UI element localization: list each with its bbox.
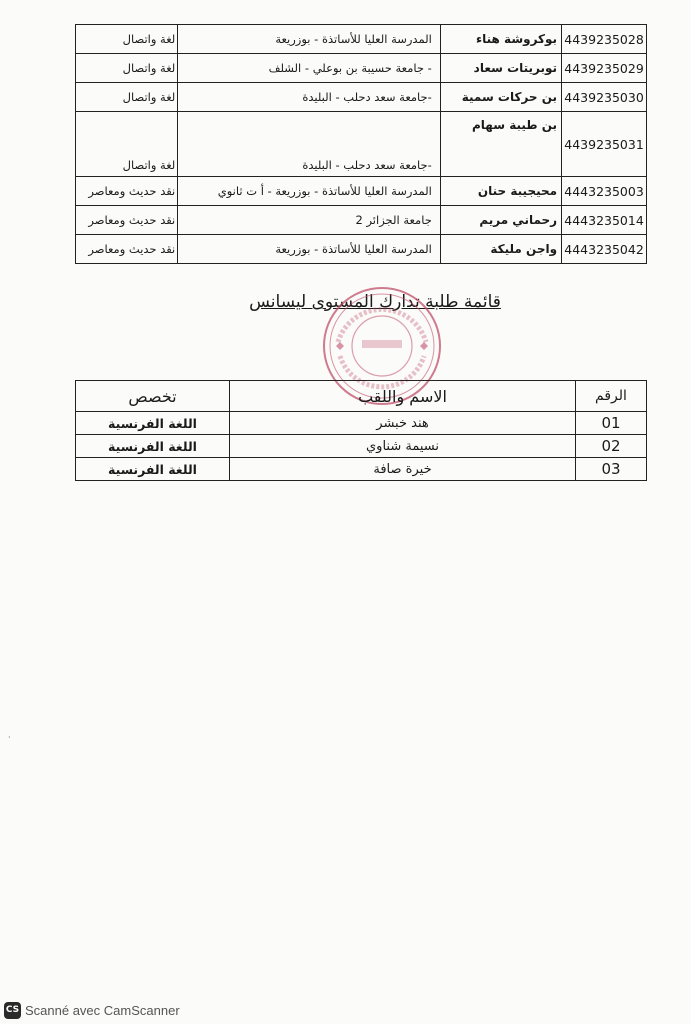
major-cell: اللغة الفرنسية xyxy=(76,435,230,458)
id-cell: 4439235031 xyxy=(562,112,647,177)
table-row xyxy=(76,206,647,235)
scanner-footer xyxy=(4,1000,180,1020)
institution-cell: المدرسة العليا للأساتذة - بوزريعة xyxy=(178,235,441,264)
institution-cell: جامعة سعد دحلب - البليدة- xyxy=(178,83,441,112)
id-cell: 4439235029 xyxy=(562,54,647,83)
institution-cell: جامعة الجزائر 2 xyxy=(178,206,441,235)
institution-cell: جامعة حسيبة بن بوعلي - الشلف - xyxy=(178,54,441,83)
margin-mark: ⸳ xyxy=(8,731,11,742)
name-cell: محيجيبة حنان xyxy=(440,177,561,206)
camscanner-logo-icon: CS xyxy=(4,1002,21,1019)
id-cell: 4439235030 xyxy=(562,83,647,112)
fullname-header: الاسم واللقب xyxy=(230,381,576,412)
table-row xyxy=(76,177,647,206)
table-row xyxy=(76,412,647,435)
name-cell: بن حركات سمية xyxy=(440,83,561,112)
name-cell: بن طيبة سهام xyxy=(440,112,561,177)
table-row xyxy=(76,435,647,458)
fullname-cell: نسيمة شناوي xyxy=(230,435,576,458)
institution-cell: المدرسة العليا للأساتذة - بوزريعة - أ ت ثانوي xyxy=(178,177,441,206)
table-row xyxy=(76,83,647,112)
specialty-cell: لغة واتصال xyxy=(76,83,178,112)
table-row xyxy=(76,458,647,481)
institution-cell: جامعة سعد دحلب - البليدة- xyxy=(178,112,441,177)
institution-cell: المدرسة العليا للأساتذة - بوزريعة xyxy=(178,25,441,54)
specialty-cell: نقد حديث ومعاصر xyxy=(76,206,178,235)
num-cell: 02 xyxy=(576,435,647,458)
major-cell: اللغة الفرنسية xyxy=(76,458,230,481)
name-cell: واجن مليكة xyxy=(440,235,561,264)
students-table-top xyxy=(75,24,647,264)
major-cell: اللغة الفرنسية xyxy=(76,412,230,435)
students-table-bottom xyxy=(75,380,647,481)
table-header-row xyxy=(76,381,647,412)
name-cell: رحماني مريم xyxy=(440,206,561,235)
specialty-cell: لغة واتصال xyxy=(76,54,178,83)
table-row xyxy=(76,112,647,177)
num-cell: 01 xyxy=(576,412,647,435)
specialty-cell: نقد حديث ومعاصر xyxy=(76,177,178,206)
list-heading: قائمة طلبة تدارك المستوى ليسانس xyxy=(249,292,501,312)
table-row xyxy=(76,235,647,264)
id-cell: 4443235042 xyxy=(562,235,647,264)
id-cell: 4443235003 xyxy=(562,177,647,206)
specialty-cell: لغة واتصال xyxy=(76,25,178,54)
specialty-cell: لغة واتصال xyxy=(76,112,178,177)
num-header: الرقم xyxy=(576,381,647,412)
id-cell: 4439235028 xyxy=(562,25,647,54)
name-cell: توبريتات سعاد xyxy=(440,54,561,83)
table-row xyxy=(76,25,647,54)
id-cell: 4443235014 xyxy=(562,206,647,235)
fullname-cell: هند خبشر xyxy=(230,412,576,435)
name-cell: بوكروشة هناء xyxy=(440,25,561,54)
footer-text: Scanné avec CamScanner xyxy=(25,1002,180,1018)
specialty-cell: نقد حديث ومعاصر xyxy=(76,235,178,264)
major-header: تخصص xyxy=(76,381,230,412)
table-row xyxy=(76,54,647,83)
num-cell: 03 xyxy=(576,458,647,481)
fullname-cell: خيرة صافة xyxy=(230,458,576,481)
